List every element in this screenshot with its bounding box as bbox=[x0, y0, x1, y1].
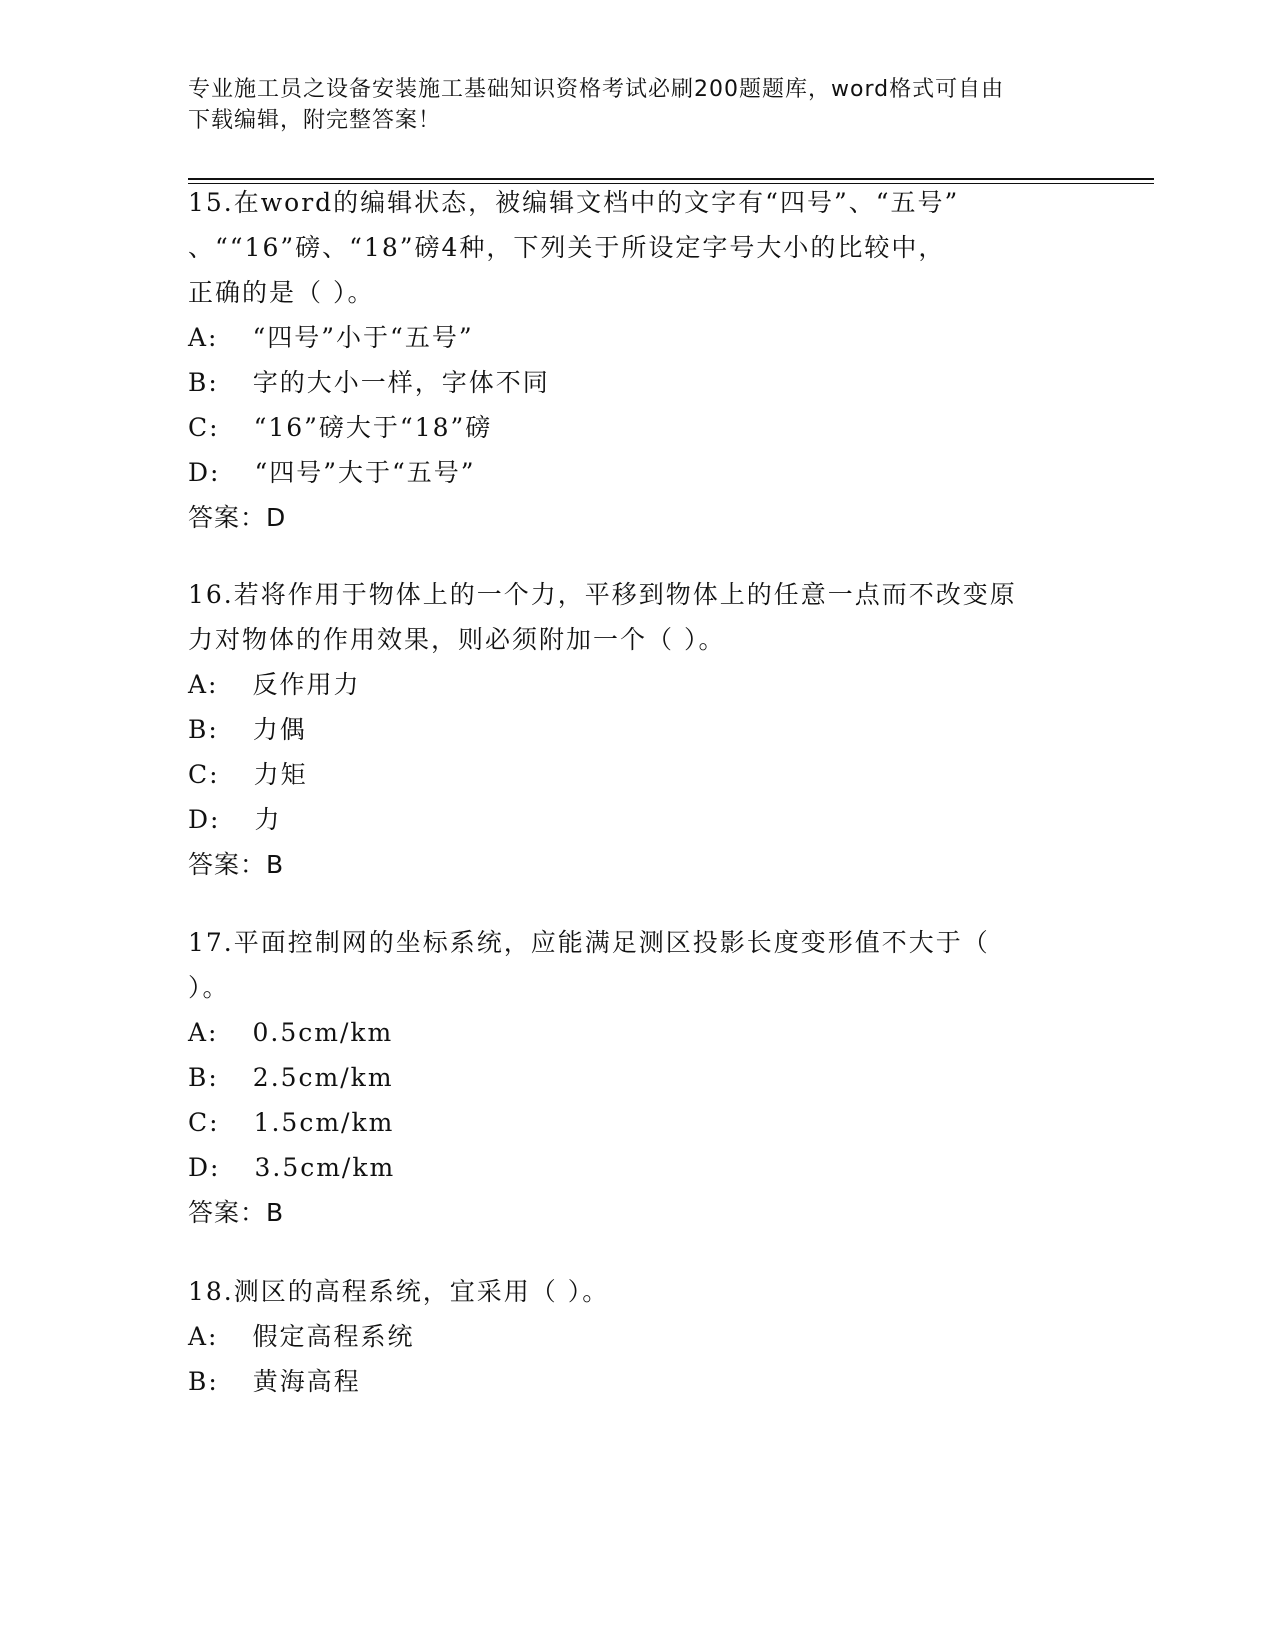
header-line-1: 专业施工员之设备安装施工基础知识资格考试必刷200题题库，word格式可自由 bbox=[188, 77, 1005, 102]
question-text bbox=[188, 180, 1088, 315]
option-text: 力 bbox=[254, 805, 282, 834]
option-b bbox=[188, 707, 1088, 752]
question-line: ）。 bbox=[188, 973, 230, 1002]
option-b bbox=[188, 1359, 1088, 1404]
option-c bbox=[188, 1100, 1088, 1145]
option-text: 力矩 bbox=[253, 760, 308, 789]
answer: 答案：D bbox=[188, 503, 287, 532]
question-text bbox=[188, 1269, 1088, 1314]
option-a bbox=[188, 1010, 1088, 1055]
option-letter: B: bbox=[188, 715, 219, 744]
option-text: 0.5cm/km bbox=[252, 1018, 394, 1047]
option-d bbox=[188, 1145, 1088, 1190]
document-header bbox=[188, 74, 1088, 136]
option-letter: C: bbox=[188, 413, 220, 442]
option-text: “四号”大于“五号” bbox=[254, 458, 476, 487]
option-d bbox=[188, 797, 1088, 842]
question-line: 正确的是（ ）。 bbox=[188, 278, 375, 307]
option-a bbox=[188, 1314, 1088, 1359]
question-line: 力对物体的作用效果，则必须附加一个（ ）。 bbox=[188, 625, 726, 654]
option-letter: B: bbox=[188, 1367, 219, 1396]
option-b bbox=[188, 360, 1088, 405]
option-letter: C: bbox=[188, 760, 220, 789]
option-letter: D: bbox=[188, 805, 221, 834]
option-a bbox=[188, 315, 1088, 360]
option-text: 1.5cm/km bbox=[253, 1108, 395, 1137]
option-text: 力偶 bbox=[252, 715, 307, 744]
option-b bbox=[188, 1055, 1088, 1100]
option-text: 2.5cm/km bbox=[252, 1063, 394, 1092]
option-d bbox=[188, 450, 1088, 495]
option-text: “四号”小于“五号” bbox=[252, 323, 474, 352]
option-text: 反作用力 bbox=[252, 670, 361, 699]
option-letter: D: bbox=[188, 458, 221, 487]
option-text: “16”磅大于“18”磅 bbox=[253, 413, 493, 442]
question-line: 16.若将作用于物体上的一个力，平移到物体上的任意一点而不改变原 bbox=[188, 580, 1017, 609]
question-line: 18.测区的高程系统，宜采用（ ）。 bbox=[188, 1277, 610, 1306]
option-letter: B: bbox=[188, 1063, 219, 1092]
question-text bbox=[188, 920, 1088, 1010]
option-letter: A: bbox=[188, 323, 219, 352]
option-letter: D: bbox=[188, 1153, 221, 1182]
question-line: 17.平面控制网的坐标系统，应能满足测区投影长度变形值不大于（ bbox=[188, 928, 990, 957]
option-text: 假定高程系统 bbox=[252, 1322, 415, 1351]
option-letter: B: bbox=[188, 368, 219, 397]
option-text: 黄海高程 bbox=[252, 1367, 361, 1396]
question-18 bbox=[188, 1269, 1088, 1404]
header-line-2: 下载编辑，附完整答案！ bbox=[188, 108, 442, 133]
answer: 答案：B bbox=[188, 1198, 285, 1227]
question-text bbox=[188, 572, 1088, 662]
option-a bbox=[188, 662, 1088, 707]
option-letter: A: bbox=[188, 1018, 219, 1047]
question-line: 15.在word的编辑状态，被编辑文档中的文字有“四号”、“五号” bbox=[188, 188, 960, 217]
question-16 bbox=[188, 572, 1088, 887]
option-letter: A: bbox=[188, 1322, 219, 1351]
option-c bbox=[188, 752, 1088, 797]
option-text: 字的大小一样，字体不同 bbox=[252, 368, 550, 397]
option-letter: C: bbox=[188, 1108, 220, 1137]
question-line: 、““16”磅、“18”磅4种，下列关于所设定字号大小的比较中， bbox=[188, 233, 946, 262]
question-15 bbox=[188, 180, 1088, 540]
question-17 bbox=[188, 920, 1088, 1235]
option-text: 3.5cm/km bbox=[254, 1153, 396, 1182]
answer: 答案：B bbox=[188, 850, 285, 879]
option-c bbox=[188, 405, 1088, 450]
option-letter: A: bbox=[188, 670, 219, 699]
